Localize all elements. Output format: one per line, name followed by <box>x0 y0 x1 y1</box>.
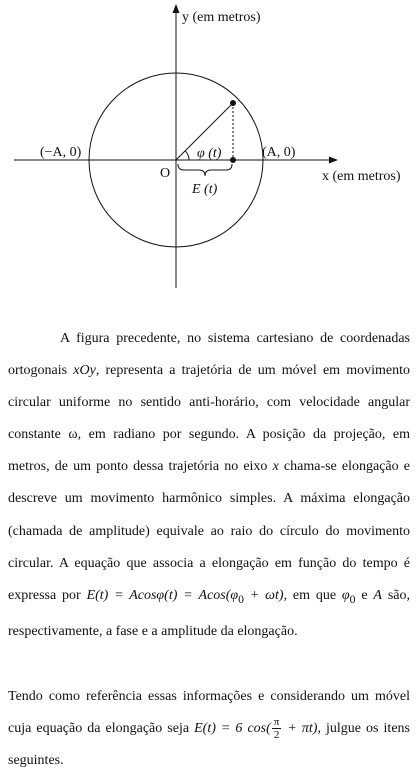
p1-text-4: , em que <box>283 587 342 603</box>
x-term: x <box>272 459 279 475</box>
p1-text-5: e <box>355 587 374 603</box>
xoy-term: xOy <box>73 363 96 379</box>
paragraph-instruction <box>8 681 410 777</box>
origin-label: O <box>160 166 171 181</box>
paragraph-1 <box>8 323 410 648</box>
x-axis-label: x (em metros) <box>322 169 401 184</box>
paragraph-2 <box>8 681 410 777</box>
p2-text-1: Tendo como referência essas informações e considerando um móvel cuja equação da elongação seja <box>8 689 410 737</box>
p1-text-6: são, respectivamente, a fase e a amplitude da elongação. <box>8 587 410 639</box>
p1-text-3: chama-se elongação e descreve um movimento harmônico simples. A máxima elongação (chamada de amplitude) equivale ao raio do círculo do movimento circular. A equação que associa a elongação em função do tempo é expressa por <box>8 459 410 603</box>
equation-subscript: 0 <box>238 592 244 606</box>
fraction-denominator: 2 <box>273 729 280 742</box>
equation-part-2: + ωt) <box>243 587 284 603</box>
phase-symbol: φ <box>341 587 350 603</box>
elongation-label: E (t) <box>192 182 218 197</box>
pi-over-2-fraction <box>272 716 282 741</box>
p1-text-2: , representa a trajetória de um móvel em movimento circular uniforme no sentido anti-horário, com velocidade angular constante ω, em radiano por segundo. A posição da projeção, em metros, de um ponto dessa trajetória no eixo <box>8 363 411 475</box>
phase-subscript: 0 <box>349 592 356 606</box>
p2-text-2: , julgue os itens seguintes. <box>8 721 410 769</box>
y-axis-label: y (em metros) <box>182 10 261 25</box>
x-axis-arrowhead <box>329 157 338 164</box>
given-equation-part-1: E(t) = 6 cos( <box>194 721 271 737</box>
equation-part-1: E(t) = Acosφ(t) = Acos(φ <box>86 587 239 603</box>
neg-a-point-label: (−A, 0) <box>40 145 82 160</box>
angle-arc <box>185 151 189 160</box>
p1-text-1: A figura precedente, no sistema cartesiano de coordenadas ortogonais <box>8 331 410 379</box>
moving-point <box>230 100 236 106</box>
projection-point <box>230 157 236 163</box>
amplitude-symbol: A <box>373 587 382 603</box>
angle-label: φ (t) <box>197 146 222 161</box>
a-point-label: (A, 0) <box>262 145 296 160</box>
circle-figure <box>0 0 416 300</box>
paragraph-description <box>8 323 410 648</box>
elongation-brace <box>178 164 232 176</box>
given-equation-part-2: + πt) <box>282 721 318 737</box>
fraction-numerator: π <box>273 716 280 729</box>
y-axis-arrowhead <box>173 4 180 13</box>
